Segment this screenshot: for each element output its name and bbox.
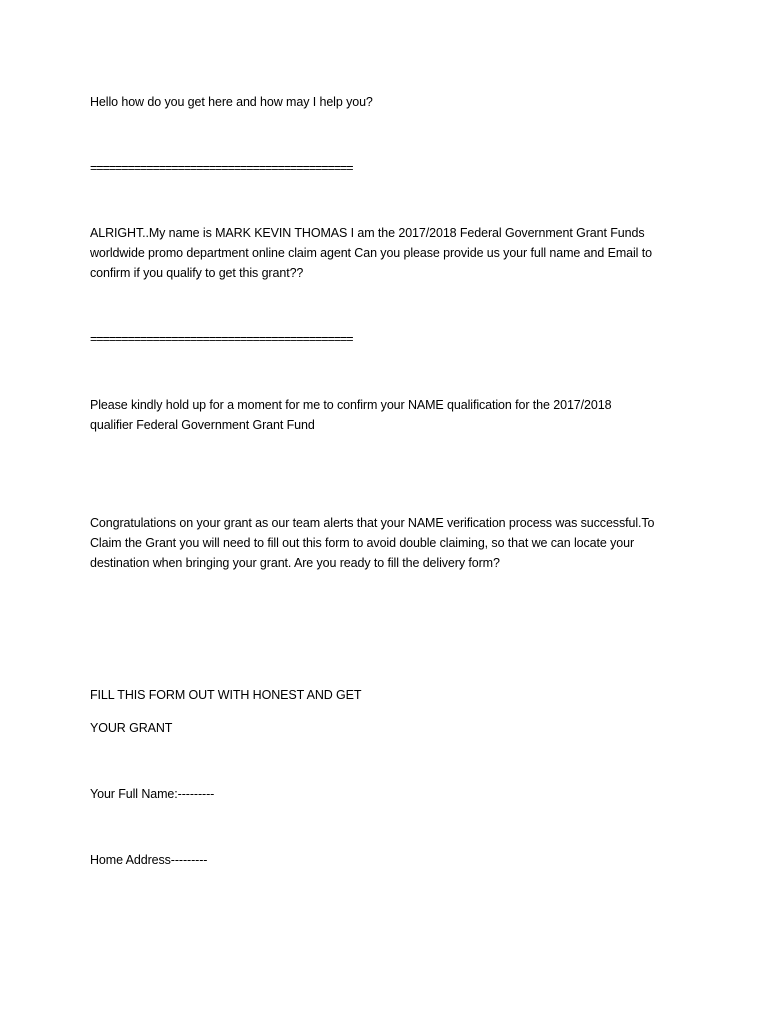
separator-line: ========================================== [90, 161, 353, 175]
hold-line: Please kindly hold up for a moment for me to confirm your NAME qualification for the 2017/2018 [90, 398, 612, 412]
full-name-field: Your Full Name:--------- [90, 787, 215, 801]
greeting-text: Hello how do you get here and how may I help you? [90, 95, 373, 109]
congrats-paragraph [90, 513, 690, 573]
congrats-line: destination when bringing your grant. Are you ready to fill the delivery form? [90, 556, 500, 570]
intro-line: worldwide promo department online claim agent Can you please provide us your full name and Email to [90, 246, 652, 260]
intro-line: confirm if you qualify to get this grant?? [90, 266, 304, 280]
separator-line: ========================================== [90, 332, 353, 346]
hold-line: qualifier Federal Government Grant Fund [90, 418, 315, 432]
home-address-field: Home Address--------- [90, 853, 208, 867]
congrats-line: Congratulations on your grant as our team alerts that your NAME verification process was successful.To [90, 516, 655, 530]
form-heading: YOUR GRANT [90, 721, 173, 735]
intro-paragraph [90, 223, 690, 283]
congrats-line: Claim the Grant you will need to fill out this form to avoid double claiming, so that we can locate your [90, 536, 635, 550]
intro-line: ALRIGHT..My name is MARK KEVIN THOMAS I am the 2017/2018 Federal Government Grant Funds [90, 226, 645, 240]
hold-paragraph [90, 395, 690, 435]
form-heading: FILL THIS FORM OUT WITH HONEST AND GET [90, 688, 362, 702]
